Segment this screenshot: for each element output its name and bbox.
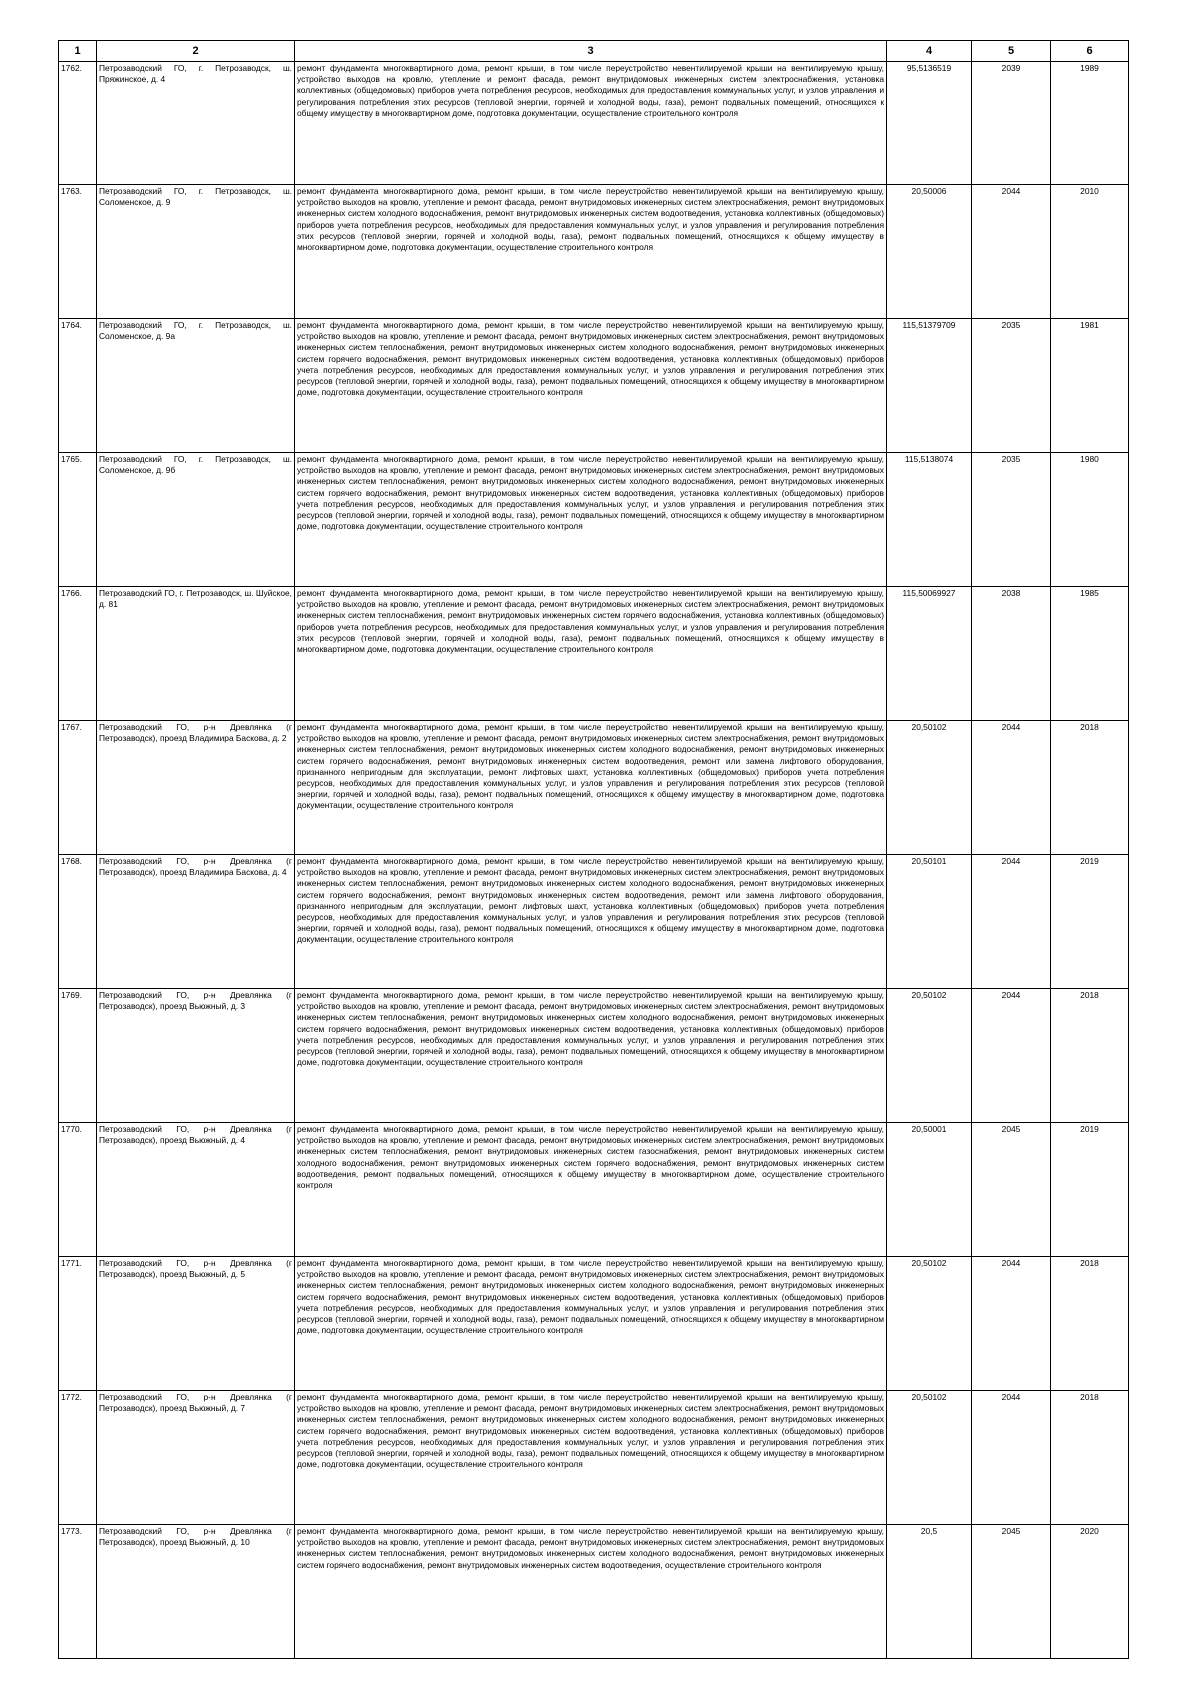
- row-year: 2044: [972, 1391, 1051, 1525]
- row-address: Петрозаводский ГО, р-н Древлянка (г Петрозаводск), проезд Вьюжный, д. 4: [97, 1123, 295, 1257]
- row-built: 2018: [1051, 1391, 1129, 1525]
- row-year: 2038: [972, 587, 1051, 721]
- row-address: Петрозаводский ГО, г. Петрозаводск, ш. Шуйское, д. 81: [97, 587, 295, 721]
- row-built: 2020: [1051, 1525, 1129, 1659]
- row-works: ремонт фундамента многоквартирного дома, ремонт крыши, в том числе переустройство невентилируемой крыши на вентилируемую крышу, устройство выходов на кровлю, утепление и ремонт фасада, ремонт внутридомовых инженерных систем электроснабжения, ремонт внутридомовых инженерных систем теплоснабжения, ремонт внутридомовых инженерных систем холодного водоснабжения, ремонт внутридомовых инженерных систем горячего водоснабжения, ремонт внутридомовых инженерных систем водоотведения, ремонт или замена лифтового оборудования, признанного непригодным для эксплуатации, ремонт лифтовых шахт, установка коллективных (общедомовых) приборов учета потребления ресурсов, необходимых для предоставления коммунальных услуг, и узлов управления и регулирования потребления этих ресурсов (тепловой энергии, горячей и холодной воды, газа), ремонт подвальных помещений, относящихся к общему имуществу в многоквартирном доме, подготовка документации, осуществление строительного контроля: [295, 855, 887, 989]
- row-number: 1764.: [59, 319, 97, 453]
- row-works: ремонт фундамента многоквартирного дома, ремонт крыши, в том числе переустройство невентилируемой крыши на вентилируемую крышу, устройство выходов на кровлю, утепление и ремонт фасада, ремонт внутридомовых инженерных систем электроснабжения, ремонт внутридомовых инженерных систем теплоснабжения, ремонт внутридомовых инженерных систем холодного водоснабжения, ремонт внутридомовых инженерных систем горячего водоснабжения, ремонт внутридомовых инженерных систем водоотведения, установка коллективных (общедомовых) приборов учета потребления ресурсов, необходимых для предоставления коммунальных услуг, и узлов управления и регулирования потребления этих ресурсов (тепловой энергии, горячей и холодной воды, газа), ремонт подвальных помещений, относящихся к общему имуществу в многоквартирном доме, подготовка документации, осуществление строительного контроля: [295, 1257, 887, 1391]
- table-row: [59, 855, 1129, 989]
- row-number: 1770.: [59, 1123, 97, 1257]
- row-address: Петрозаводский ГО, р-н Древлянка (г Петрозаводск), проезд Вьюжный, д. 3: [97, 989, 295, 1123]
- row-built: 2018: [1051, 1257, 1129, 1391]
- table-row: [59, 1123, 1129, 1257]
- row-cost: 20,50006: [887, 185, 972, 319]
- row-cost: 20,50102: [887, 1257, 972, 1391]
- row-cost: 115,50069927: [887, 587, 972, 721]
- row-number: 1767.: [59, 721, 97, 855]
- row-built: 2019: [1051, 855, 1129, 989]
- row-works: ремонт фундамента многоквартирного дома, ремонт крыши, в том числе переустройство невентилируемой крыши на вентилируемую крышу, устройство выходов на кровлю, утепление и ремонт фасада, ремонт внутридомовых инженерных систем электроснабжения, ремонт внутридомовых инженерных систем теплоснабжения, ремонт внутридомовых инженерных систем горячего водоснабжения, установка коллективных (общедомовых) приборов учета потребления ресурсов, необходимых для предоставления коммунальных услуг, и узлов управления и регулирования потребления этих ресурсов (тепловой энергии, горячей и холодной воды, газа), ремонт подвальных помещений, относящихся к общему имуществу в многоквартирном доме, подготовка документации, осуществление строительного контроля: [295, 587, 887, 721]
- row-number: 1773.: [59, 1525, 97, 1659]
- row-year: 2035: [972, 453, 1051, 587]
- col-header-2: 2: [97, 41, 295, 62]
- row-cost: 20,50102: [887, 989, 972, 1123]
- row-works: ремонт фундамента многоквартирного дома, ремонт крыши, в том числе переустройство невентилируемой крыши на вентилируемую крышу, устройство выходов на кровлю, утепление и ремонт фасада, ремонт внутридомовых инженерных систем электроснабжения, ремонт внутридомовых инженерных систем теплоснабжения, ремонт внутридомовых инженерных систем холодного водоснабжения, ремонт внутридомовых инженерных систем горячего водоснабжения, ремонт внутридомовых инженерных систем водоотведения, установка коллективных (общедомовых) приборов учета потребления ресурсов, необходимых для предоставления коммунальных услуг, и узлов управления и регулирования потребления этих ресурсов (тепловой энергии, горячей и холодной воды, газа), ремонт подвальных помещений, относящихся к общему имуществу в многоквартирном доме, подготовка документации, осуществление строительного контроля: [295, 1391, 887, 1525]
- row-works: ремонт фундамента многоквартирного дома, ремонт крыши, в том числе переустройство невентилируемой крыши на вентилируемую крышу, устройство выходов на кровлю, утепление и ремонт фасада, ремонт внутридомовых инженерных систем электроснабжения, ремонт внутридомовых инженерных систем теплоснабжения, ремонт внутридомовых инженерных систем холодного водоснабжения, ремонт внутридомовых инженерных систем горячего водоснабжения, ремонт внутридомовых инженерных систем водоотведения, ремонт или замена лифтового оборудования, признанного непригодным для эксплуатации, ремонт лифтовых шахт, установка коллективных (общедомовых) приборов учета потребления ресурсов, необходимых для предоставления коммунальных услуг, и узлов управления и регулирования потребления этих ресурсов (тепловой энергии, горячей и холодной воды, газа), ремонт подвальных помещений, относящихся к общему имуществу в многоквартирном доме, подготовка документации, осуществление строительного контроля: [295, 721, 887, 855]
- table-row: [59, 989, 1129, 1123]
- row-year: 2044: [972, 721, 1051, 855]
- row-built: 2018: [1051, 989, 1129, 1123]
- row-works: ремонт фундамента многоквартирного дома, ремонт крыши, в том числе переустройство невентилируемой крыши на вентилируемую крышу, устройство выходов на кровлю, утепление и ремонт фасада, ремонт внутридомовых инженерных систем электроснабжения, ремонт внутридомовых инженерных систем теплоснабжения, ремонт внутридомовых инженерных систем газоснабжения, ремонт внутридомовых инженерных систем холодного водоснабжения, ремонт внутридомовых инженерных систем горячего водоснабжения, ремонт внутридомовых инженерных систем водоотведения, ремонт подвальных помещений, относящихся к общему имуществу в многоквартирном доме, осуществление строительного контроля: [295, 1123, 887, 1257]
- row-number: 1769.: [59, 989, 97, 1123]
- table-row: [59, 62, 1129, 185]
- row-built: 2010: [1051, 185, 1129, 319]
- row-works: ремонт фундамента многоквартирного дома, ремонт крыши, в том числе переустройство невентилируемой крыши на вентилируемую крышу, устройство выходов на кровлю, утепление и ремонт фасада, ремонт внутридомовых инженерных систем электроснабжения, ремонт внутридомовых инженерных систем теплоснабжения, ремонт внутридомовых инженерных систем холодного водоснабжения, ремонт внутридомовых инженерных систем горячего водоснабжения, ремонт внутридомовых инженерных систем водоотведения, осуществление строительного контроля: [295, 1525, 887, 1659]
- row-year: 2044: [972, 185, 1051, 319]
- table-row: [59, 453, 1129, 587]
- row-number: 1772.: [59, 1391, 97, 1525]
- row-works: ремонт фундамента многоквартирного дома, ремонт крыши, в том числе переустройство невентилируемой крыши на вентилируемую крышу, устройство выходов на кровлю, утепление и ремонт фасада, ремонт внутридомовых инженерных систем электроснабжения, ремонт внутридомовых инженерных систем теплоснабжения, ремонт внутридомовых инженерных систем холодного водоснабжения, ремонт внутридомовых инженерных систем горячего водоснабжения, ремонт внутридомовых инженерных систем водоотведения, установка коллективных (общедомовых) приборов учета потребления ресурсов, необходимых для предоставления коммунальных услуг, и узлов управления и регулирования потребления этих ресурсов (тепловой энергии, горячей и холодной воды, газа), ремонт подвальных помещений, относящихся к общему имуществу в многоквартирном доме, подготовка документации, осуществление строительного контроля: [295, 319, 887, 453]
- row-works: ремонт фундамента многоквартирного дома, ремонт крыши, в том числе переустройство невентилируемой крыши на вентилируемую крышу, устройство выходов на кровлю, утепление и ремонт фасада, ремонт внутридомовых инженерных систем электроснабжения, ремонт внутридомовых инженерных систем теплоснабжения, ремонт внутридомовых инженерных систем холодного водоснабжения, ремонт внутридомовых инженерных систем горячего водоснабжения, ремонт внутридомовых инженерных систем водоотведения, установка коллективных (общедомовых) приборов учета потребления ресурсов, необходимых для предоставления коммунальных услуг, и узлов управления и регулирования потребления этих ресурсов (тепловой энергии, горячей и холодной воды, газа), ремонт подвальных помещений, относящихся к общему имуществу в многоквартирном доме, подготовка документации, осуществление строительного контроля: [295, 453, 887, 587]
- row-year: 2035: [972, 319, 1051, 453]
- table-row: [59, 1525, 1129, 1659]
- row-cost: 20,50102: [887, 721, 972, 855]
- row-year: 2039: [972, 62, 1051, 185]
- works-table: [58, 40, 1129, 1659]
- table-row: [59, 185, 1129, 319]
- row-built: 2018: [1051, 721, 1129, 855]
- table-row: [59, 319, 1129, 453]
- row-built: 1980: [1051, 453, 1129, 587]
- row-address: Петрозаводский ГО, г. Петрозаводск, ш. Пряжинское, д. 4: [97, 62, 295, 185]
- row-number: 1765.: [59, 453, 97, 587]
- row-cost: 95,5136519: [887, 62, 972, 185]
- row-number: 1762.: [59, 62, 97, 185]
- row-address: Петрозаводский ГО, р-н Древлянка (г Петрозаводск), проезд Вьюжный, д. 7: [97, 1391, 295, 1525]
- row-address: Петрозаводский ГО, р-н Древлянка (г Петрозаводск), проезд Владимира Баскова, д. 4: [97, 855, 295, 989]
- row-number: 1763.: [59, 185, 97, 319]
- row-address: Петрозаводский ГО, р-н Древлянка (г Петрозаводск), проезд Вьюжный, д. 5: [97, 1257, 295, 1391]
- row-built: 1989: [1051, 62, 1129, 185]
- row-works: ремонт фундамента многоквартирного дома, ремонт крыши, в том числе переустройство невентилируемой крыши на вентилируемую крышу, устройство выходов на кровлю, утепление и ремонт фасада, ремонт внутридомовых инженерных систем электроснабжения, ремонт внутридомовых инженерных систем теплоснабжения, ремонт внутридомовых инженерных систем холодного водоснабжения, ремонт внутридомовых инженерных систем горячего водоснабжения, ремонт внутридомовых инженерных систем водоотведения, установка коллективных (общедомовых) приборов учета потребления ресурсов, необходимых для предоставления коммунальных услуг, и узлов управления и регулирования потребления этих ресурсов (тепловой энергии, горячей и холодной воды, газа), ремонт подвальных помещений, относящихся к общему имуществу в многоквартирном доме, подготовка документации, осуществление строительного контроля: [295, 989, 887, 1123]
- col-header-1: 1: [59, 41, 97, 62]
- row-cost: 115,51379709: [887, 319, 972, 453]
- col-header-5: 5: [972, 41, 1051, 62]
- row-built: 1985: [1051, 587, 1129, 721]
- row-cost: 20,5: [887, 1525, 972, 1659]
- row-year: 2044: [972, 855, 1051, 989]
- table-row: [59, 1391, 1129, 1525]
- table-row: [59, 721, 1129, 855]
- col-header-6: 6: [1051, 41, 1129, 62]
- row-cost: 20,50001: [887, 1123, 972, 1257]
- row-cost: 20,50101: [887, 855, 972, 989]
- col-header-4: 4: [887, 41, 972, 62]
- row-number: 1771.: [59, 1257, 97, 1391]
- row-year: 2045: [972, 1123, 1051, 1257]
- row-year: 2045: [972, 1525, 1051, 1659]
- row-address: Петрозаводский ГО, г. Петрозаводск, ш. Соломенское, д. 9б: [97, 453, 295, 587]
- row-address: Петрозаводский ГО, р-н Древлянка (г Петрозаводск), проезд Владимира Баскова, д. 2: [97, 721, 295, 855]
- table-row: [59, 1257, 1129, 1391]
- col-header-3: 3: [295, 41, 887, 62]
- row-built: 1981: [1051, 319, 1129, 453]
- header-row: [59, 41, 1129, 62]
- row-works: ремонт фундамента многоквартирного дома, ремонт крыши, в том числе переустройство невентилируемой крыши на вентилируемую крышу, устройство выходов на кровлю, утепление и ремонт фасада, ремонт внутридомовых инженерных систем электроснабжения, ремонт внутридомовых инженерных систем холодного водоснабжения, ремонт внутридомовых инженерных систем водоотведения, установка коллективных (общедомовых) приборов учета потребления ресурсов, необходимых для предоставления коммунальных услуг, и узлов управления и регулирования потребления этих ресурсов (тепловой энергии, горячей и холодной воды, газа), ремонт подвальных помещений, относящихся к общему имуществу в многоквартирном доме, подготовка документации, осуществление строительного контроля: [295, 185, 887, 319]
- row-address: Петрозаводский ГО, г. Петрозаводск, ш. Соломенское, д. 9а: [97, 319, 295, 453]
- row-address: Петрозаводский ГО, р-н Древлянка (г Петрозаводск), проезд Вьюжный, д. 10: [97, 1525, 295, 1659]
- row-number: 1766.: [59, 587, 97, 721]
- row-cost: 20,50102: [887, 1391, 972, 1525]
- row-works: ремонт фундамента многоквартирного дома, ремонт крыши, в том числе переустройство невентилируемой крыши на вентилируемую крышу, устройство выходов на кровлю, утепление и ремонт фасада, ремонт внутридомовых инженерных систем электроснабжения, установка коллективных (общедомовых) приборов учета потребления ресурсов, необходимых для предоставления коммунальных услуг, и узлов управления и регулирования потребления этих ресурсов (тепловой энергии, горячей и холодной воды, газа), ремонт подвальных помещений, относящихся к общему имуществу в многоквартирном доме, подготовка документации, осуществление строительного контроля: [295, 62, 887, 185]
- table-row: [59, 587, 1129, 721]
- row-number: 1768.: [59, 855, 97, 989]
- row-year: 2044: [972, 1257, 1051, 1391]
- row-year: 2044: [972, 989, 1051, 1123]
- row-address: Петрозаводский ГО, г. Петрозаводск, ш. Соломенское, д. 9: [97, 185, 295, 319]
- row-built: 2019: [1051, 1123, 1129, 1257]
- row-cost: 115,5138074: [887, 453, 972, 587]
